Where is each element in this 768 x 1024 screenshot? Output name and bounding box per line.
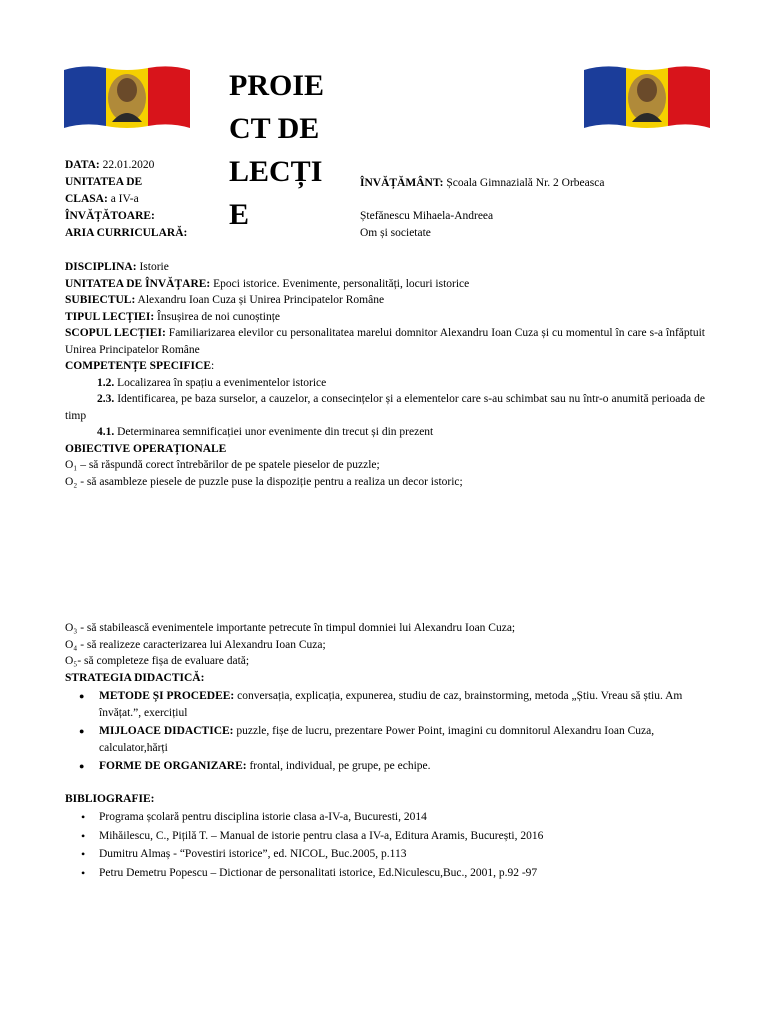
title-line-2: CT DE — [229, 112, 320, 145]
tipul-value: Însușirea de noi cunoștințe — [154, 310, 280, 323]
objective-o2: O₂ - să asambleze piesele de puzzle puse la dispoziție pentru a realiza un decor istoric; — [65, 475, 463, 488]
strategy-list — [65, 688, 705, 775]
competenta-4-1-text: Determinarea semnificației unor evenimente din trecut și din prezent — [114, 426, 434, 438]
unitatea-invatare-line — [65, 276, 705, 293]
data-label: DATA: — [65, 159, 100, 171]
bibliografie-label: BIBLIOGRAFIE: — [65, 792, 155, 805]
competente-heading: COMPETENȚE SPECIFICE: — [65, 360, 215, 372]
bibliography-list — [65, 809, 705, 881]
aria-line — [65, 225, 187, 242]
unitatea-label: UNITATEA DE — [65, 176, 143, 188]
disciplina-line — [65, 259, 705, 276]
competenta-2-3-text: Identificarea, pe baza surselor, a cauzelor, a consecințelor și a elementelor care s-au schimbat sau nu într-o anumită perioada de timp — [65, 393, 705, 422]
bibliography-item: • Dumitru Almaș - “Povestiri istorice”, ed. NICOL, Buc.2005, p.113 — [99, 846, 705, 863]
aria-value: Om și societate — [360, 227, 431, 239]
competenta-4-1 — [65, 424, 705, 441]
clasa-line — [65, 191, 139, 208]
competenta-1-2 — [65, 375, 705, 392]
strategy-item-label: MIJLOACE DIDACTICE: — [99, 725, 234, 737]
competenta-1-2-text: Localizarea în spațiu a evenimentelor istorice — [114, 376, 327, 389]
competenta-4-1-num: 4.1. — [97, 426, 115, 438]
data-line — [65, 157, 154, 174]
competenta-1-2-num: 1.2. — [97, 376, 115, 389]
tipul-label: TIPUL LECȚIEI: — [65, 310, 155, 323]
strategy-item-text: frontal, individual, pe grupe, pe echipe. — [246, 760, 431, 772]
objective-o4: O₄ - să realizeze caracterizarea lui Alexandru Ioan Cuza; — [65, 638, 326, 651]
teacher-name: Ștefănescu Mihaela-Andreea — [360, 210, 494, 222]
romanian-flag-portrait-left — [64, 64, 190, 130]
strategia-heading — [65, 670, 705, 687]
bibliography-item: • Mihăilescu, C., Pițilă T. – Manual de istorie pentru clasa a IV-a, Editura Aramis, București, 2016 — [99, 828, 705, 845]
bibliografie-heading — [65, 791, 705, 808]
strategia-label: STRATEGIA DIDACTICĂ: — [65, 671, 205, 684]
invatatoare-line — [65, 208, 155, 225]
clasa-label: CLASA: — [65, 193, 108, 205]
scopul-value: Familiarizarea elevilor cu personalitatea marelui domnitor Alexandru Ioan Cuza și cu momentul în care s-a înfăptuit Unirea Principatelor Române — [65, 327, 705, 356]
bibliography-item: • Programa școlară pentru disciplina istorie clasa a-IV-a, Bucuresti, 2014 — [99, 809, 705, 826]
obiective-label: OBIECTIVE OPERAȚIONALE — [65, 442, 227, 455]
scopul-label: SCOPUL LECȚIEI: — [65, 327, 166, 339]
competente-label: COMPETENȚE SPECIFICE — [65, 360, 212, 372]
obiective-heading — [65, 441, 705, 458]
competenta-2-3-num: 2.3. — [97, 393, 115, 405]
unitatea-invatare-value: Epoci istorice. Evenimente, personalități, locuri istorice — [210, 277, 470, 290]
clasa-value: a IV-a — [107, 193, 139, 205]
bibliography-item: • Petru Demetru Popescu – Dictionar de personalitati istorice, Ed.Niculescu,Buc., 2001, p.92 -97 — [99, 865, 705, 882]
blank-gap — [65, 490, 705, 620]
disciplina-value: Istorie — [136, 261, 169, 273]
unitatea-line — [65, 174, 142, 191]
tipul-line — [65, 309, 705, 326]
subiectul-label: SUBIECTUL: — [65, 294, 136, 306]
disciplina-label: DISCIPLINA: — [65, 261, 137, 273]
strategy-item-metode — [99, 688, 705, 721]
invatatoare-label: ÎNVĂȚĂTOARE: — [65, 210, 155, 222]
data-value: 22.01.2020 — [99, 159, 155, 171]
strategy-item-mijloace — [99, 723, 705, 756]
strategy-item-label: FORME DE ORGANIZARE: — [99, 760, 247, 772]
romanian-flag-portrait-right — [584, 64, 710, 130]
lesson-body — [65, 259, 705, 883]
subiectul-line — [65, 292, 705, 309]
title-line-1: PROIE — [229, 69, 325, 102]
title-line-4: E — [229, 198, 250, 231]
objective-o5: O₅- să completeze fișa de evaluare dată; — [65, 655, 250, 667]
invatamant-line — [360, 175, 604, 192]
objective-o3: O₃ - să stabilească evenimentele importante petrecute în timpul domniei lui Alexandru Ioan Cuza; — [65, 622, 516, 634]
aria-label: ARIA CURRICULARĂ: — [65, 227, 188, 239]
scopul-line — [65, 325, 705, 358]
subiectul-value: Alexandru Ioan Cuza și Unirea Principatelor Române — [135, 294, 385, 306]
strategy-item-text: puzzle, fișe de lucru, prezentare Power Point, imagini cu domnitorul Alexandru Ioan Cuza, calculator,hărți — [99, 725, 655, 754]
objective-o1: O₁ – să răspundă corect întrebărilor de pe spatele pieselor de puzzle; — [65, 459, 380, 471]
unitatea-invatare-label: UNITATEA DE ÎNVĂȚARE: — [65, 277, 211, 290]
strategy-item-forme — [99, 758, 705, 775]
title-line-3: LECȚI — [229, 155, 323, 188]
strategy-item-label: METODE ȘI PROCEDEE: — [99, 690, 235, 702]
invatamant-label: ÎNVĂȚĂMÂNT: — [360, 177, 444, 189]
competenta-2-3 — [65, 391, 705, 424]
invatamant-value: Școala Gimnazială Nr. 2 Orbeasca — [443, 177, 605, 189]
strategy-item-text: conversația, explicația, expunerea, studiu de caz, brainstorming, metoda „Știu. Vreau să știu. Am învățat.”, exercițiul — [99, 690, 683, 719]
document-title — [229, 64, 341, 236]
